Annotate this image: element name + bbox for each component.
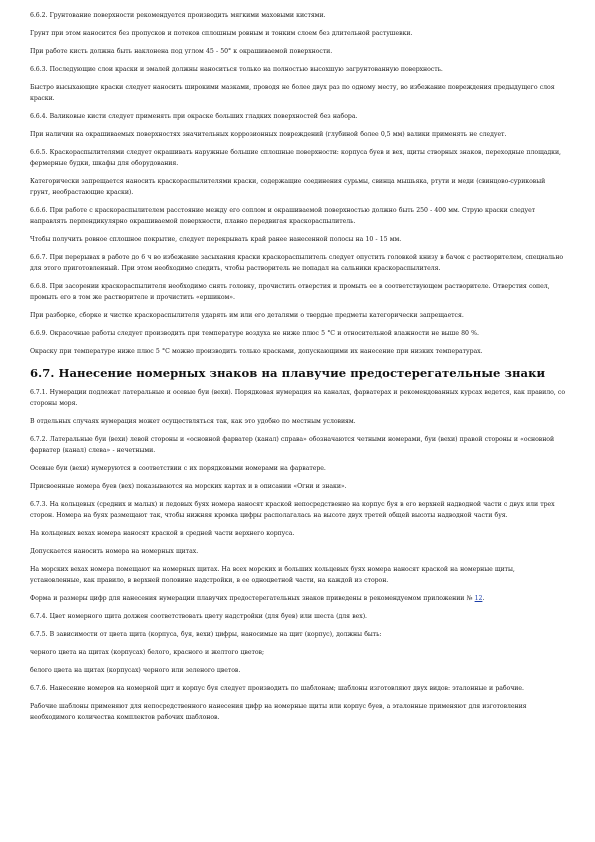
paragraph: 6.6.5. Краскораспылителями следует окрашивать наружные большие сплошные поверхности: корпуса буев и вех, щиты створных знаков, переходные площадки, фермерные будки, шкафы для оборудования. (30, 149, 561, 167)
paragraph: 6.6.6. При работе с краскораспылителем расстояние между его соплом и окрашиваемой поверхностью должно быть 250 - 400 мм. Струю краски следует направлять перпендикулярно окрашиваемой поверхности, плавно передвигая краскораспылитель. (30, 207, 536, 225)
appendix-text: Форма и размеры цифр для нанесения нумерации плавучих предостерегательных знаков приведены в рекомендуемом приложении № (30, 595, 475, 602)
section-heading: 6.7. Нанесение номерных знаков на плавучие предостерегательные знаки (30, 366, 546, 380)
paragraph: При разборке, сборке и чистке краскораспылителя ударять им или его деталями о твердые предметы категорически запрещается. (30, 312, 464, 319)
paragraph: 6.7.1. Нумерации подлежат латеральные и осевые буи (вехи). Порядковая нумерация на каналах, фарватерах и рекомендованных курсах ведется, как правило, со стороны моря. (30, 389, 565, 407)
appendix-link[interactable]: 12 (474, 595, 483, 602)
paragraph: При наличии на окрашиваемых поверхностях значительных коррозионных повреждений (глубиной более 0,5 мм) валики применять не следует. (30, 131, 507, 138)
paragraph: Осевые буи (вехи) нумеруются в соответствии с их порядковыми номерами на фарватере. (30, 465, 326, 472)
paragraph: 6.7.4. Цвет номерного щита должен соответствовать цвету надстройки (для буев) или шеста (для вех). (30, 613, 367, 620)
paragraph: 6.7.2. Латеральные буи (вехи) левой стороны и «основной фарватер (канал) справа» обозначаются четными номерами, буи (вехи) правой стороны и «основной фарватер (канал) слева» - нечетными. (30, 436, 555, 454)
paragraph: 6.6.2. Грунтование поверхности рекомендуется производить мягкими маховыми кистями. (30, 12, 326, 19)
paragraph: 6.6.4. Валиковые кисти следует применять при окраске больших гладких поверхностей без набора. (30, 113, 358, 120)
paragraph: черного цвета на щитах (корпусах) белого, красного и желтого цветов; (30, 649, 264, 656)
paragraph: Рабочие шаблоны применяют для непосредственного нанесения цифр на номерные щиты или корпус буев, а эталонные применяют для изготовления необходимого количества комплектов рабочих шаблонов. (30, 703, 527, 721)
paragraph: 6.6.3. Последующие слои краски и эмалей должны наноситься только на полностью высохшую загрунтованную поверхность. (30, 66, 443, 73)
paragraph-appendix-reference (30, 593, 565, 604)
paragraph: белого цвета на щитах (корпусах) черного или зеленого цветов. (30, 667, 241, 674)
paragraph: Грунт при этом наносится без пропусков и потеков сплошным ровным и тонким слоем без длительной растушевки. (30, 30, 413, 37)
paragraph: На кольцевых вехах номера наносят краской в средней части верхнего корпуса. (30, 530, 295, 537)
paragraph: Допускается наносить номера на номерных щитах. (30, 548, 199, 555)
paragraph: 6.6.8. При засорении краскораспылителя необходимо снять головку, прочистить отверстия и промыть ее в соответствующем растворителе. Отверстия сопел, промыть его в том же растворителе и прочистить «ершиком». (30, 283, 550, 301)
paragraph: Окраску при температуре ниже плюс 5 °С можно производить только красками, допускающими их нанесение при низких температурах. (30, 348, 483, 355)
paragraph: На морских вехах номера помещают на номерных щитах. На всех морских и больших кольцевых буях номера наносят краской на номерные щиты, установленные, как правило, в верхней половине надстройки, в ее одноцветной части, на каждой из сторон. (30, 566, 515, 584)
appendix-text-end: . (482, 595, 485, 602)
paragraph: 6.6.9. Окрасочные работы следует производить при температуре воздуха не ниже плюс 5 °С и относительной влажности не выше 80 %. (30, 330, 479, 337)
paragraph: 6.7.5. В зависимости от цвета щита (корпуса, буя, вехи) цифры, наносимые на щит (корпус), должны быть: (30, 631, 382, 638)
paragraph: 6.7.6. Нанесение номеров на номерной щит и корпус буя следует производить по шаблонам; шаблоны изготовляют двух видов: эталонные и рабочие. (30, 685, 524, 692)
paragraph: Присвоенные номера буев (вех) показываются на морских картах и в описании «Огни и знаки». (30, 483, 347, 490)
paragraph: 6.6.7. При перерывах в работе до 6 ч во избежание засыхания краски краскораспылитель следует опустить головкой книзу в бачок с растворителем, специально для этого приготовленный. При этом необходимо следить, чтобы растворитель не попадал на сальники краскораспылителя. (30, 254, 564, 272)
paragraph: Категорически запрещается наносить краскораспылителями краски, содержащие соединения сурьмы, свинца мышьяка, ртути и меди (свинцово-суриковый грунт, необрастающие краски). (30, 178, 546, 196)
paragraph: В отдельных случаях нумерация может осуществляться так, как это удобно по местным условиям. (30, 418, 356, 425)
paragraph: Быстро высыхающие краски следует наносить широкими мазками, проводя не более двух раз по одному месту, во избежание повреждения предыдущего слоя краски. (30, 84, 555, 102)
paragraph: Чтобы получить ровное сплошное покрытие, следует перекрывать край ранее нанесенной полосы на 10 - 15 мм. (30, 236, 402, 243)
paragraph: 6.7.3. На кольцевых (средних и малых) и ледовых буях номера наносят краской непосредственно на корпус буя в его верхней надводной части с двух или трех сторон. Номера на буях размещают так, чтобы нижняя кромка цифры располагалась на высоте двух третей общей высоты надводной части буя. (30, 501, 555, 519)
paragraph: При работе кисть должна быть наклонена под углом 45 - 50° к окрашиваемой поверхности. (30, 48, 333, 55)
